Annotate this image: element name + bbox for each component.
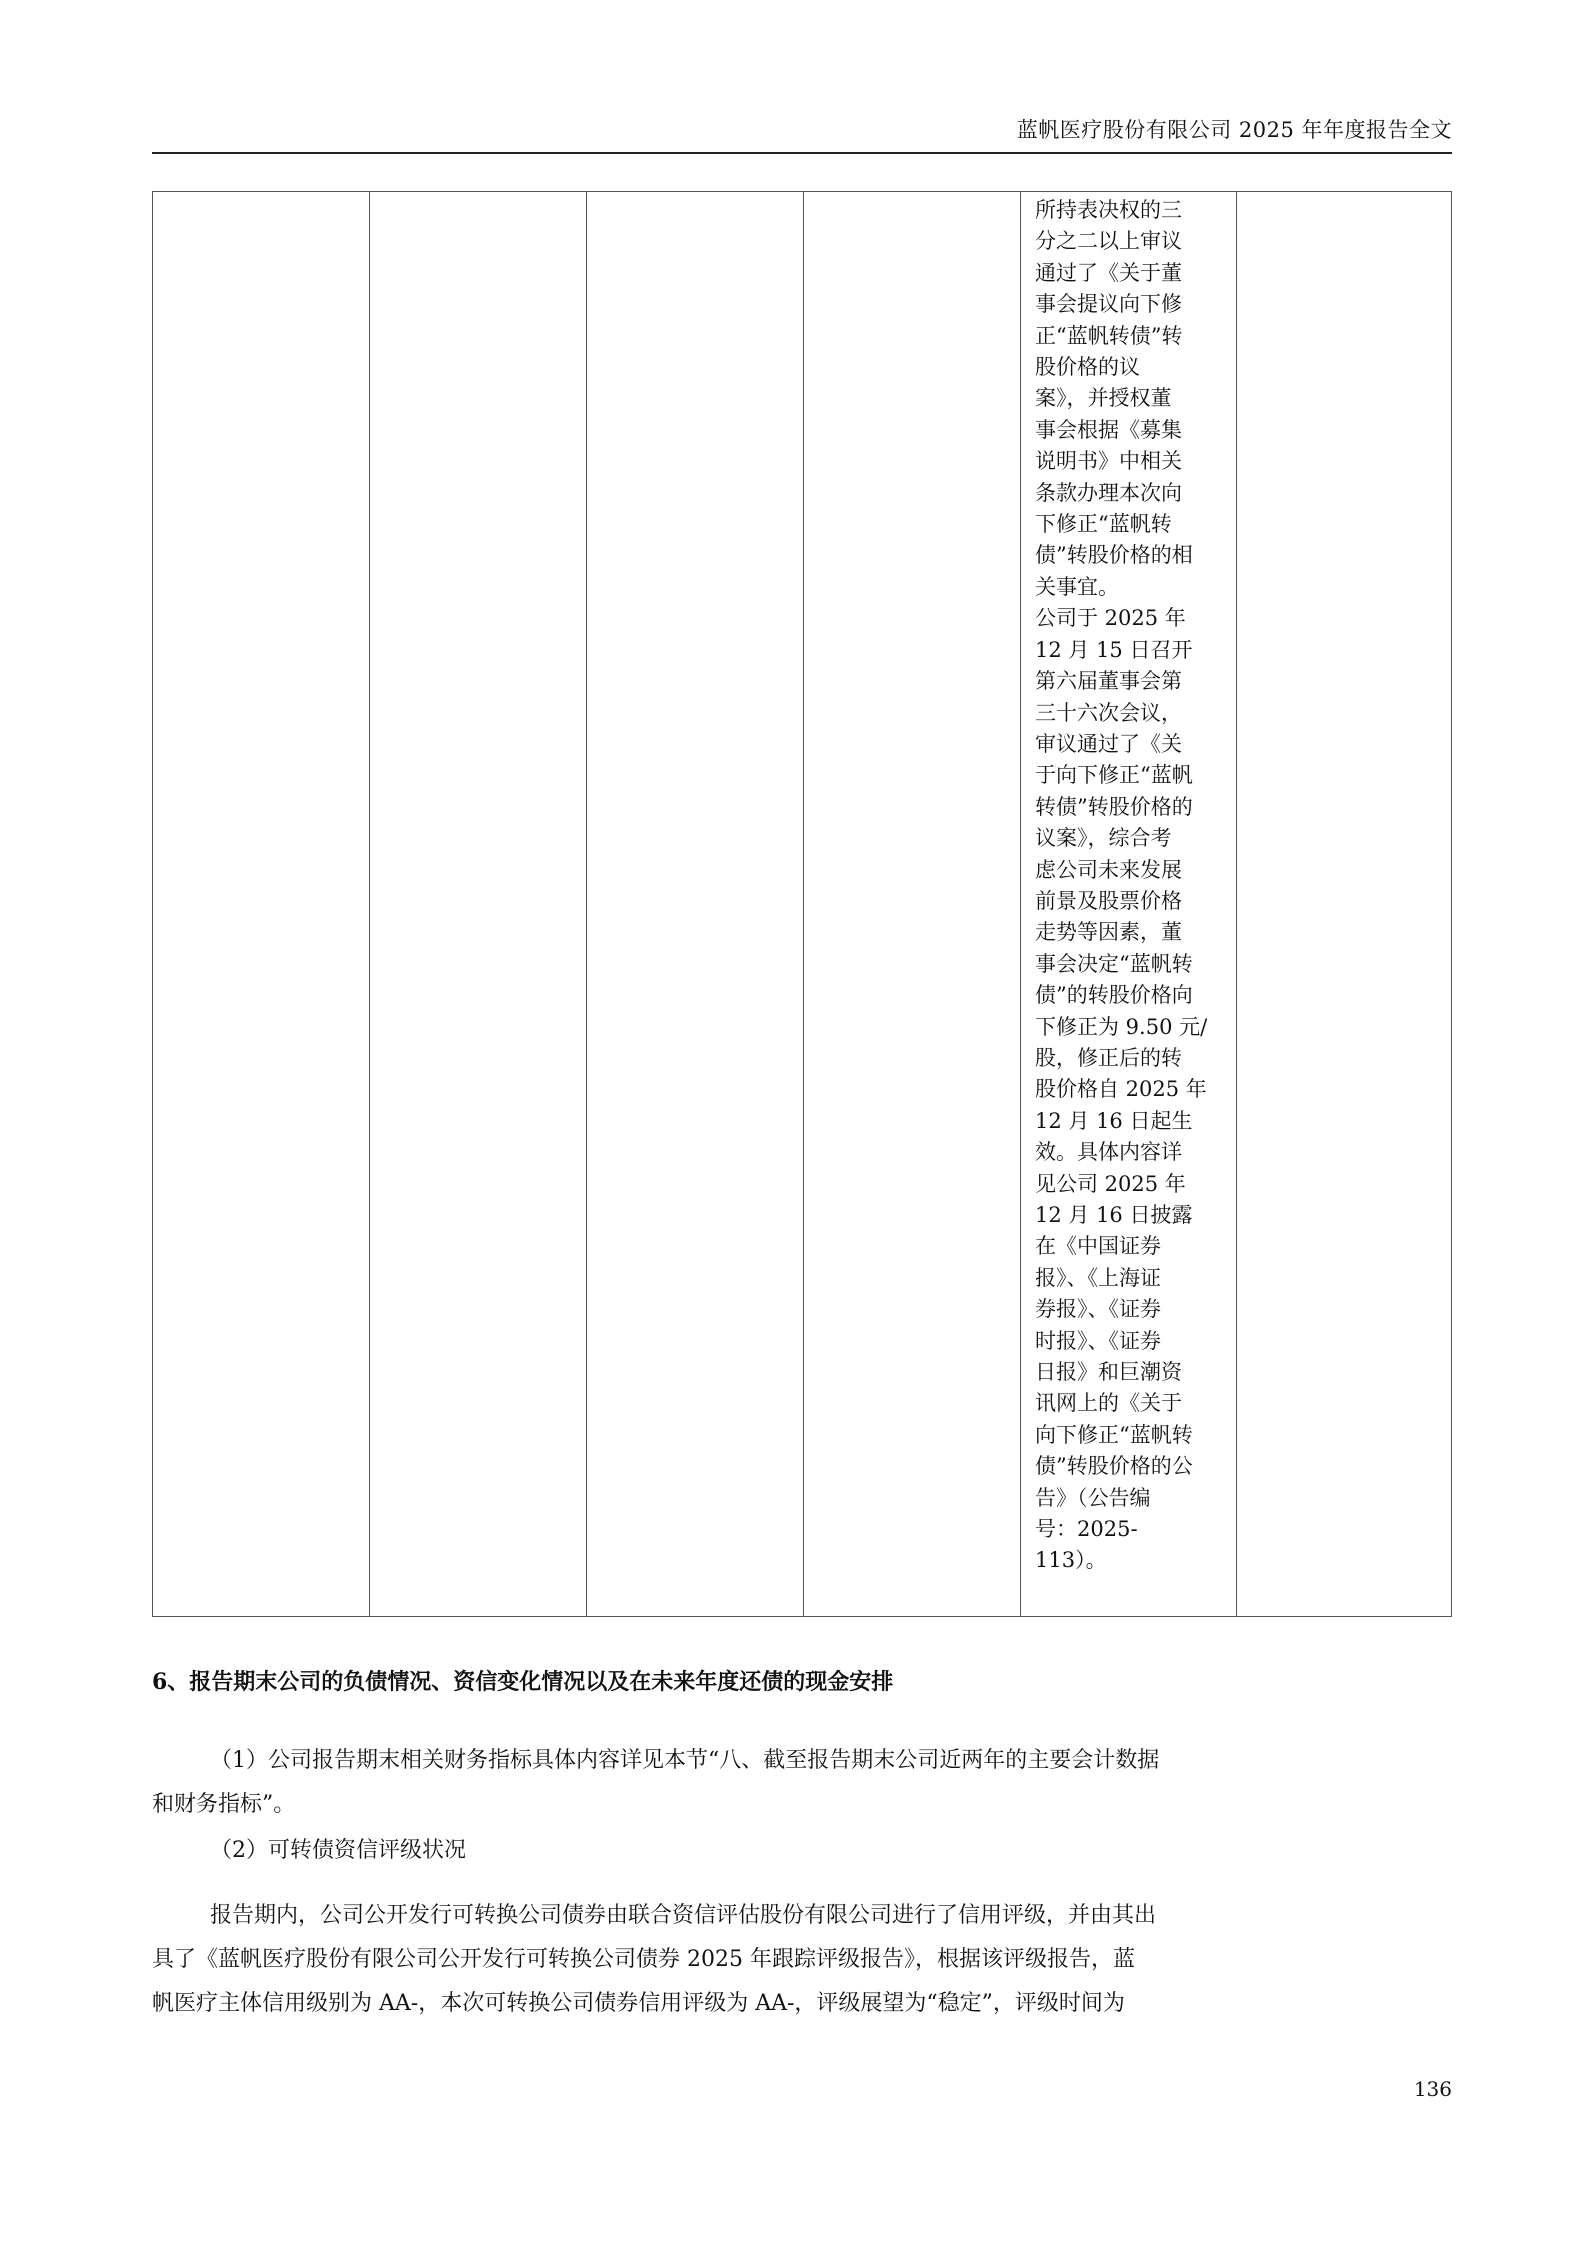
- paragraph-line: 帆医疗主体信用级别为 AA-，本次可转换公司债券信用评级为 AA-，评级展望为“稳定”，评级时间为: [152, 1991, 1125, 2016]
- table-cell-line: 虑公司未来发展: [1035, 857, 1182, 882]
- table-cell-line: 事会提议向下修: [1035, 292, 1182, 317]
- table-cell-col6: [1237, 192, 1452, 1617]
- table-cell-line: 正“蓝帆转债”转: [1035, 323, 1183, 348]
- paragraph-rating-title: [152, 1829, 1452, 1873]
- table-cell-line: 债”转股价格的相: [1035, 543, 1193, 568]
- table-cell-line: 债”的转股价格向: [1035, 983, 1193, 1008]
- table-cell-line: 效。具体内容详: [1035, 1140, 1182, 1165]
- paragraph-rating-details: [152, 1894, 1452, 2026]
- table-cell-line: 债”转股价格的公: [1035, 1454, 1193, 1479]
- data-table: [152, 191, 1452, 1617]
- table-cell-col2: [370, 192, 587, 1617]
- table-cell-line: 12 月 15 日召开: [1035, 637, 1193, 662]
- table-cell-line: 议案》，综合考: [1035, 826, 1172, 851]
- table-cell-line: 讯网上的《关于: [1035, 1391, 1182, 1416]
- table-cell-line: 案》，并授权董: [1035, 386, 1172, 411]
- header-title: 蓝帆医疗股份有限公司 2025 年年度报告全文: [1016, 118, 1452, 142]
- table-cell-line: 下修正“蓝帆转: [1035, 512, 1172, 537]
- paragraph-line: 报告期内，公司公开发行可转换公司债券由联合资信评估股份有限公司进行了信用评级，并由其出: [210, 1903, 1157, 1928]
- table-cell-line: 时报》、《证券: [1035, 1328, 1161, 1353]
- table-cell-line: 113）。: [1035, 1548, 1107, 1573]
- table-cell-line: 事会决定“蓝帆转: [1035, 951, 1193, 976]
- table-cell-line: 条款办理本次向: [1035, 480, 1182, 505]
- table-cell-line: 见公司 2025 年: [1035, 1171, 1186, 1196]
- table-cell-line: 告》（公告编: [1035, 1485, 1151, 1510]
- table-cell-line: 下修正为 9.50 元/: [1035, 1014, 1208, 1039]
- table-cell-line: 所持表决权的三: [1035, 198, 1182, 222]
- table-cell-line: 事会根据《募集: [1035, 417, 1182, 442]
- table-cell-line: 通过了《关于董: [1035, 260, 1182, 285]
- paragraph-line: （1）公司报告期末相关财务指标具体内容详见本节“八、截至报告期末公司近两年的主要会计数据: [210, 1748, 1160, 1773]
- table-cell-line: 12 月 16 日起生: [1035, 1108, 1193, 1133]
- table-cell-col1: [153, 192, 370, 1617]
- table-cell-line: 12 月 16 日披露: [1035, 1203, 1193, 1227]
- table-cell-line: 关事宜。: [1035, 574, 1119, 599]
- paragraph-financial-indicators: [152, 1739, 1452, 1827]
- table-cell-col4: [804, 192, 1021, 1617]
- table-row: [153, 192, 1452, 1617]
- table-cell-line: 在《中国证券: [1035, 1234, 1161, 1259]
- table-cell-line: 股价格自 2025 年: [1035, 1077, 1207, 1102]
- table-cell-text: [1021, 192, 1237, 1617]
- paragraph-line: 和财务指标”。: [152, 1792, 296, 1817]
- table-cell-col3: [587, 192, 804, 1617]
- table-cell-line: 转债”转股价格的: [1035, 794, 1193, 819]
- table-cell-line: 股，修正后的转: [1035, 1045, 1182, 1070]
- section-heading: 6、报告期末公司的负债情况、资信变化情况以及在未来年度还债的现金安排: [152, 1669, 894, 1695]
- table-cell-line: 向下修正“蓝帆转: [1035, 1422, 1193, 1447]
- table-cell-line: 前景及股票价格: [1035, 888, 1182, 913]
- page-header: [152, 110, 1452, 154]
- table-cell-line: 三十六次会议，: [1035, 700, 1182, 725]
- rating-title-text: （2）可转债资信评级状况: [210, 1838, 466, 1863]
- table-cell-line: 号：2025-: [1035, 1517, 1138, 1542]
- table-cell-line: 分之二以上审议: [1035, 229, 1182, 254]
- paragraph-line: 具了《蓝帆医疗股份有限公司公开发行可转换公司债券 2025 年跟踪评级报告》，根据该评级报告，蓝: [152, 1947, 1135, 1972]
- table-cell-line: 于向下修正“蓝帆: [1035, 763, 1193, 788]
- table-cell-line: 股价格的议: [1035, 355, 1140, 380]
- table-cell-line: 审议通过了《关: [1035, 731, 1182, 756]
- table-cell-line: 券报》、《证券: [1035, 1297, 1161, 1322]
- table-cell-line: 公司于 2025 年: [1035, 606, 1186, 631]
- table-cell-line: 走势等因素，董: [1035, 920, 1182, 945]
- table-cell-line: 报》、《上海证: [1035, 1265, 1161, 1290]
- table-cell-line: 第六届董事会第: [1035, 669, 1182, 694]
- page-number: 136: [1413, 2077, 1452, 2101]
- table-cell-line: 说明书》中相关: [1035, 449, 1182, 474]
- table-cell-line: 日报》和巨潮资: [1035, 1360, 1182, 1385]
